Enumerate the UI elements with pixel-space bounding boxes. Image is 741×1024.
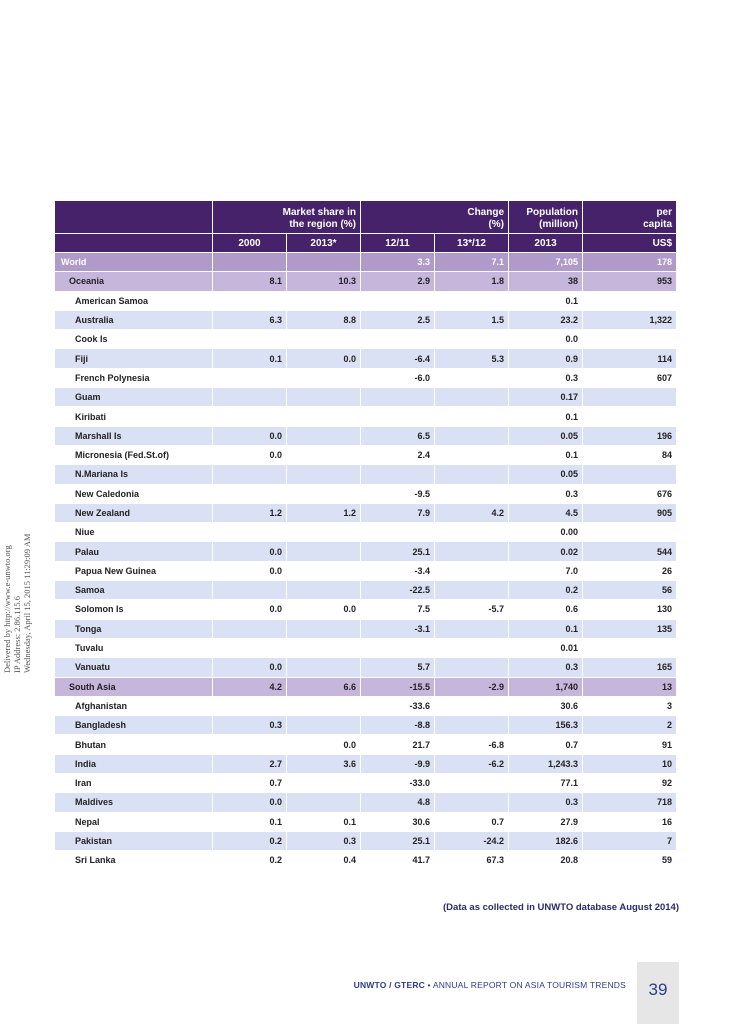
table-cell	[583, 329, 676, 348]
table-cell	[435, 426, 509, 445]
table-row	[55, 484, 676, 503]
table-cell: 4.2	[213, 677, 287, 696]
table-body	[55, 252, 676, 870]
table-row	[55, 541, 676, 560]
table-row	[55, 406, 676, 425]
table-row	[55, 387, 676, 406]
delivery-watermark	[2, 503, 32, 673]
table-cell	[435, 464, 509, 483]
table-cell	[435, 445, 509, 464]
table-cell	[287, 522, 361, 541]
table-cell: 0.6	[509, 599, 583, 618]
table-cell	[435, 541, 509, 560]
table-cell	[361, 387, 435, 406]
table-cell	[287, 696, 361, 715]
table-cell: 0.0	[287, 348, 361, 367]
table-cell: 26	[583, 561, 676, 580]
table-cell: 91	[583, 734, 676, 753]
table-cell: 0.2	[213, 850, 287, 869]
table-row	[55, 348, 676, 367]
table-cell: -6.8	[435, 734, 509, 753]
data-source-note: (Data as collected in UNWTO database August 2014)	[443, 902, 679, 913]
table-cell	[583, 291, 676, 310]
table-cell	[213, 522, 287, 541]
table-cell: 544	[583, 541, 676, 560]
table-cell	[361, 522, 435, 541]
table-cell: 4.5	[509, 503, 583, 522]
table-cell: 7.0	[509, 561, 583, 580]
table-cell: 0.4	[287, 850, 361, 869]
table-cell: -6.2	[435, 754, 509, 773]
page-number-box	[637, 962, 679, 1024]
table-cell: 25.1	[361, 831, 435, 850]
row-label: French Polynesia	[55, 368, 213, 387]
table-cell: 7.5	[361, 599, 435, 618]
table-cell	[287, 329, 361, 348]
table-cell	[213, 406, 287, 425]
table-row	[55, 368, 676, 387]
table-cell: 7	[583, 831, 676, 850]
table-cell	[213, 638, 287, 657]
table-cell: 0.0	[287, 599, 361, 618]
table-cell	[435, 580, 509, 599]
table-cell: 196	[583, 426, 676, 445]
table-row	[55, 561, 676, 580]
table-cell	[213, 252, 287, 271]
table-cell: -2.9	[435, 677, 509, 696]
table-cell	[435, 484, 509, 503]
table-cell: 25.1	[361, 541, 435, 560]
table-cell	[213, 291, 287, 310]
table-cell: 4.8	[361, 792, 435, 811]
table-cell	[213, 580, 287, 599]
table-cell: 0.05	[509, 426, 583, 445]
table-cell	[287, 445, 361, 464]
table-cell: -33.0	[361, 773, 435, 792]
table-cell	[287, 387, 361, 406]
row-label: New Zealand	[55, 503, 213, 522]
table-cell	[435, 522, 509, 541]
table-cell	[435, 696, 509, 715]
table-cell: 3	[583, 696, 676, 715]
row-label: American Samoa	[55, 291, 213, 310]
row-label: Solomon Is	[55, 599, 213, 618]
table-cell	[361, 464, 435, 483]
row-label: New Caledonia	[55, 484, 213, 503]
table-cell: 1,243.3	[509, 754, 583, 773]
table-cell: 0.0	[213, 445, 287, 464]
table-row	[55, 503, 676, 522]
table-cell: -22.5	[361, 580, 435, 599]
table-cell: 718	[583, 792, 676, 811]
table-cell	[435, 387, 509, 406]
table-cell: -6.4	[361, 348, 435, 367]
table-cell: 8.8	[287, 310, 361, 329]
table-cell: 1.2	[213, 503, 287, 522]
table-row	[55, 310, 676, 329]
row-label: Bhutan	[55, 734, 213, 753]
row-label: Samoa	[55, 580, 213, 599]
table-row	[55, 677, 676, 696]
table-cell	[435, 329, 509, 348]
table-cell: 0.7	[213, 773, 287, 792]
table-cell	[287, 619, 361, 638]
table-cell: 0.1	[213, 348, 287, 367]
table-cell	[213, 734, 287, 753]
row-label: Bangladesh	[55, 715, 213, 734]
table-cell: -33.6	[361, 696, 435, 715]
table-cell: 0.1	[509, 445, 583, 464]
table-cell: 38	[509, 271, 583, 290]
table-cell: 10.3	[287, 271, 361, 290]
table-cell: 30.6	[509, 696, 583, 715]
table-cell: 0.0	[213, 792, 287, 811]
table-cell: 3.3	[361, 252, 435, 271]
table-cell: 0.0	[213, 426, 287, 445]
table-cell: -8.8	[361, 715, 435, 734]
header-change-13-12: 13*/12	[435, 233, 509, 252]
table-row	[55, 464, 676, 483]
page-number: 39	[648, 980, 668, 999]
table-cell: 6.6	[287, 677, 361, 696]
table-cell: 4.2	[435, 503, 509, 522]
table-row	[55, 638, 676, 657]
table-cell: 0.0	[287, 734, 361, 753]
table-row	[55, 426, 676, 445]
table-cell	[287, 252, 361, 271]
row-label: Sri Lanka	[55, 850, 213, 869]
table-cell: 0.0	[213, 599, 287, 618]
table-cell: 1.5	[435, 310, 509, 329]
table-row	[55, 580, 676, 599]
table-cell: 0.0	[213, 541, 287, 560]
table-cell	[435, 715, 509, 734]
table-row	[55, 657, 676, 676]
table-cell	[287, 773, 361, 792]
table-cell: 0.1	[287, 812, 361, 831]
table-row	[55, 792, 676, 811]
header-subcell-blank	[55, 233, 213, 252]
table-row	[55, 734, 676, 753]
row-label: Oceania	[55, 271, 213, 290]
table-cell: 67.3	[435, 850, 509, 869]
table-cell: 135	[583, 619, 676, 638]
watermark-line: Delivered by http://www.e-unwto.org	[2, 545, 12, 673]
table-row	[55, 522, 676, 541]
row-label: Niue	[55, 522, 213, 541]
table-cell	[213, 619, 287, 638]
table-cell: 905	[583, 503, 676, 522]
table-cell: 0.3	[509, 368, 583, 387]
table-cell	[583, 387, 676, 406]
table-cell: 1,740	[509, 677, 583, 696]
table-cell: 114	[583, 348, 676, 367]
table-cell	[287, 291, 361, 310]
table-cell: 92	[583, 773, 676, 792]
row-label: Palau	[55, 541, 213, 560]
table-cell: 1.8	[435, 271, 509, 290]
table-cell: -24.2	[435, 831, 509, 850]
statistics-table-container	[55, 201, 676, 870]
table-cell: 0.02	[509, 541, 583, 560]
table-cell	[583, 638, 676, 657]
header-population-2013: 2013	[509, 233, 583, 252]
table-cell: 0.9	[509, 348, 583, 367]
table-cell	[287, 792, 361, 811]
table-cell: 0.01	[509, 638, 583, 657]
table-cell	[287, 561, 361, 580]
table-cell: 1,322	[583, 310, 676, 329]
table-cell: 2.4	[361, 445, 435, 464]
table-cell: 16	[583, 812, 676, 831]
table-cell	[287, 368, 361, 387]
table-cell: 7.9	[361, 503, 435, 522]
row-label: Papua New Guinea	[55, 561, 213, 580]
table-cell: -3.4	[361, 561, 435, 580]
table-cell: 0.1	[509, 619, 583, 638]
table-cell: 7.1	[435, 252, 509, 271]
row-label: N.Mariana Is	[55, 464, 213, 483]
footer-title	[354, 980, 626, 990]
footer-report-title: ANNUAL REPORT ON ASIA TOURISM TRENDS	[432, 980, 626, 990]
table-cell: 2	[583, 715, 676, 734]
table-cell: 0.3	[509, 484, 583, 503]
table-row	[55, 696, 676, 715]
table-cell: 56	[583, 580, 676, 599]
table-cell: -9.9	[361, 754, 435, 773]
table-cell: 0.2	[509, 580, 583, 599]
row-label: Kiribati	[55, 406, 213, 425]
table-cell: 41.7	[361, 850, 435, 869]
row-label: Pakistan	[55, 831, 213, 850]
row-label: Nepal	[55, 812, 213, 831]
table-cell: 77.1	[509, 773, 583, 792]
header-year-2000: 2000	[213, 233, 287, 252]
table-row	[55, 754, 676, 773]
row-label: Guam	[55, 387, 213, 406]
table-cell: 0.3	[287, 831, 361, 850]
table-cell	[287, 715, 361, 734]
row-label: Australia	[55, 310, 213, 329]
table-cell: 84	[583, 445, 676, 464]
table-cell	[287, 541, 361, 560]
table-cell: -9.5	[361, 484, 435, 503]
table-cell	[583, 464, 676, 483]
table-cell: 0.3	[509, 657, 583, 676]
table-cell: 3.6	[287, 754, 361, 773]
table-cell: 0.3	[509, 792, 583, 811]
table-cell: 607	[583, 368, 676, 387]
table-cell	[361, 329, 435, 348]
table-cell: 2.9	[361, 271, 435, 290]
table-cell: 0.1	[213, 812, 287, 831]
table-cell	[287, 426, 361, 445]
header-row-groups	[55, 201, 676, 233]
table-row	[55, 831, 676, 850]
row-label: Fiji	[55, 348, 213, 367]
table-cell	[213, 329, 287, 348]
table-cell: 8.1	[213, 271, 287, 290]
table-row	[55, 599, 676, 618]
table-cell: 130	[583, 599, 676, 618]
row-label: Vanuatu	[55, 657, 213, 676]
table-cell: 30.6	[361, 812, 435, 831]
table-cell: -6.0	[361, 368, 435, 387]
table-cell: -5.7	[435, 599, 509, 618]
table-cell: 5.7	[361, 657, 435, 676]
header-population: Population (million)	[509, 201, 583, 233]
header-currency: US$	[583, 233, 676, 252]
table-cell	[213, 484, 287, 503]
table-cell: 0.7	[435, 812, 509, 831]
table-cell	[583, 406, 676, 425]
row-label: Tonga	[55, 619, 213, 638]
table-row	[55, 812, 676, 831]
row-label: Cook Is	[55, 329, 213, 348]
table-cell: 20.8	[509, 850, 583, 869]
row-label: South Asia	[55, 677, 213, 696]
statistics-table	[55, 201, 676, 870]
table-row	[55, 619, 676, 638]
table-cell	[435, 657, 509, 676]
table-row	[55, 252, 676, 271]
footer-brand: UNWTO / GTERC	[353, 980, 425, 990]
table-cell	[287, 406, 361, 425]
table-cell	[287, 464, 361, 483]
table-cell: 0.0	[509, 329, 583, 348]
table-cell: 59	[583, 850, 676, 869]
table-cell: 0.2	[213, 831, 287, 850]
watermark-line: IP Address: 2.86.115.6	[12, 595, 22, 673]
table-cell	[361, 406, 435, 425]
header-year-2013: 2013*	[287, 233, 361, 252]
table-cell: 6.5	[361, 426, 435, 445]
table-cell: 0.1	[509, 291, 583, 310]
table-cell: 182.6	[509, 831, 583, 850]
table-cell	[287, 580, 361, 599]
table-cell	[213, 696, 287, 715]
table-cell	[435, 406, 509, 425]
table-cell: 0.05	[509, 464, 583, 483]
table-cell	[435, 638, 509, 657]
table-cell: 0.1	[509, 406, 583, 425]
table-cell: 178	[583, 252, 676, 271]
watermark-line: Wednesday, April 15, 2015 11:29:09 AM	[22, 533, 32, 673]
row-label: Afghanistan	[55, 696, 213, 715]
table-cell: 6.3	[213, 310, 287, 329]
table-cell: 0.0	[213, 561, 287, 580]
table-cell: 2.5	[361, 310, 435, 329]
header-cell-blank	[55, 201, 213, 233]
table-cell: 953	[583, 271, 676, 290]
table-row	[55, 773, 676, 792]
table-cell: 676	[583, 484, 676, 503]
table-cell: 5.3	[435, 348, 509, 367]
row-label: Tuvalu	[55, 638, 213, 657]
table-cell	[435, 792, 509, 811]
row-label: World	[55, 252, 213, 271]
row-label: Maldives	[55, 792, 213, 811]
table-cell	[213, 464, 287, 483]
table-row	[55, 329, 676, 348]
table-cell: 0.0	[213, 657, 287, 676]
table-row	[55, 445, 676, 464]
table-cell: 0.00	[509, 522, 583, 541]
table-cell	[287, 484, 361, 503]
table-row	[55, 271, 676, 290]
table-cell	[213, 368, 287, 387]
header-change-12-11: 12/11	[361, 233, 435, 252]
table-cell: 156.3	[509, 715, 583, 734]
table-cell	[435, 291, 509, 310]
table-cell	[287, 657, 361, 676]
table-row	[55, 850, 676, 869]
table-cell	[435, 561, 509, 580]
table-cell	[435, 368, 509, 387]
row-label: India	[55, 754, 213, 773]
table-cell: 1.2	[287, 503, 361, 522]
table-cell: 0.7	[509, 734, 583, 753]
table-cell	[361, 638, 435, 657]
table-header	[55, 201, 676, 252]
table-cell: 13	[583, 677, 676, 696]
table-cell: 23.2	[509, 310, 583, 329]
table-cell	[361, 291, 435, 310]
header-per-capita: per capita	[583, 201, 676, 233]
table-cell	[287, 638, 361, 657]
table-row	[55, 291, 676, 310]
table-cell: -15.5	[361, 677, 435, 696]
header-market-share: Market share in the region (%)	[213, 201, 361, 233]
table-cell: 0.3	[213, 715, 287, 734]
table-cell	[435, 773, 509, 792]
table-row	[55, 715, 676, 734]
table-cell: 7,105	[509, 252, 583, 271]
table-cell: 165	[583, 657, 676, 676]
header-row-subcolumns	[55, 233, 676, 252]
row-label: Iran	[55, 773, 213, 792]
table-cell	[213, 387, 287, 406]
table-cell: 2.7	[213, 754, 287, 773]
row-label: Micronesia (Fed.St.of)	[55, 445, 213, 464]
table-cell: -3.1	[361, 619, 435, 638]
footer-separator: •	[425, 980, 433, 990]
table-cell	[583, 522, 676, 541]
table-cell: 10	[583, 754, 676, 773]
table-cell: 21.7	[361, 734, 435, 753]
header-change: Change (%)	[361, 201, 509, 233]
table-cell	[435, 619, 509, 638]
table-cell: 0.17	[509, 387, 583, 406]
row-label: Marshall Is	[55, 426, 213, 445]
table-cell: 27.9	[509, 812, 583, 831]
